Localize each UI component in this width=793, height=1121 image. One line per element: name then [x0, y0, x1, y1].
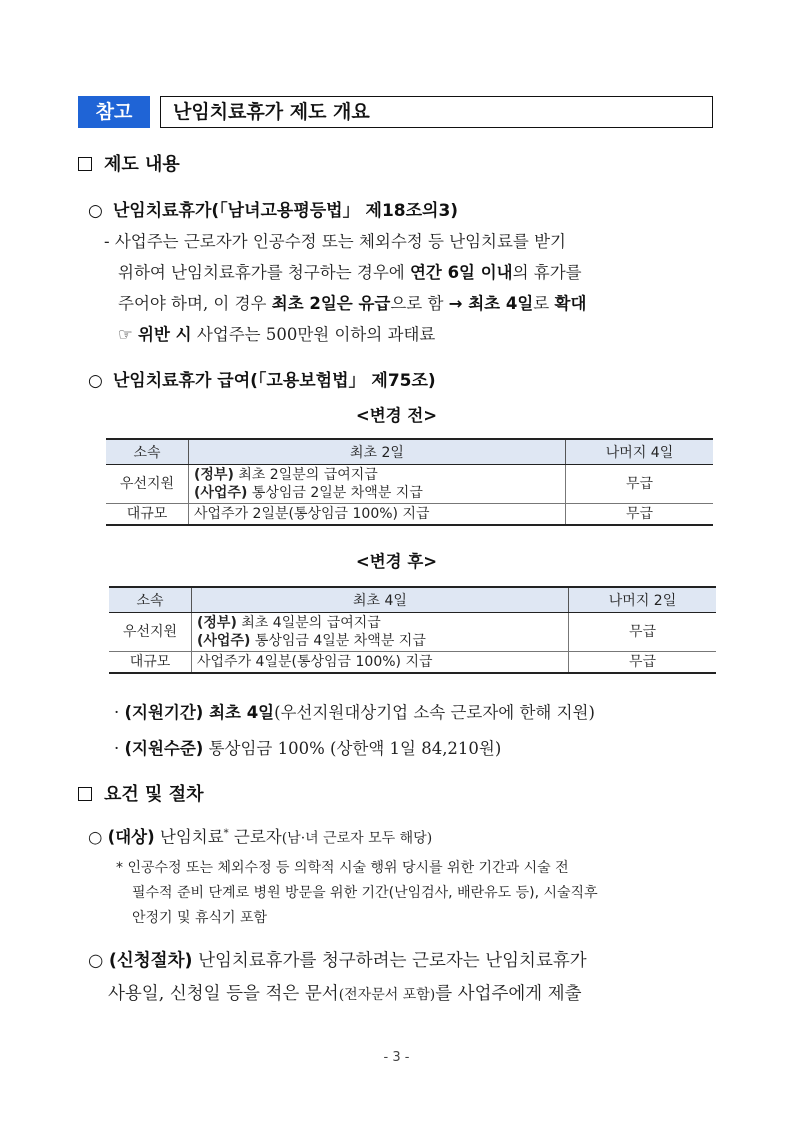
dash-marker: -: [104, 232, 110, 251]
section-heading-requirements: [78, 780, 203, 806]
table-cell: 대규모: [106, 504, 189, 526]
square-bullet-icon: [78, 787, 92, 801]
section-title: 제도 내용: [104, 154, 180, 175]
cell-text: 최초 2일분의 급여지급: [238, 467, 378, 483]
section-title: 요건 및 절차: [104, 784, 204, 805]
column-header: 소속: [109, 587, 192, 613]
cell-emphasis: (사업주): [194, 485, 248, 501]
bullet-leave-benefit: [88, 366, 436, 391]
table-cell: 사업주가 4일분(통상임금 100%) 지급: [192, 652, 569, 674]
footnote-line: 안정기 및 휴식기 포함: [132, 910, 268, 926]
table-cell: 우선지원: [106, 465, 189, 504]
desc-line: 의 휴가를: [512, 263, 582, 282]
cell-text: 최초 4일분의 급여지급: [241, 615, 381, 631]
emphasis: (지원기간) 최초 4일: [124, 703, 275, 722]
desc-line: 주어야 하며, 이 경우: [118, 294, 267, 313]
section-heading-content: [78, 150, 180, 176]
target-text: 근로자: [233, 827, 282, 847]
apply-text: 사용일, 신청일 등을 적은 문서: [108, 984, 339, 1004]
column-header: 소속: [106, 439, 189, 465]
cell-text: 통상임금 4일분 차액분 지급: [254, 633, 426, 649]
bullet-leave-law: [88, 196, 458, 221]
table-cell: 대규모: [109, 652, 192, 674]
footnote-line: * 인공수정 또는 체외수정 등 의학적 시술 행위 당시를 위한 기간과 시술 전: [116, 860, 569, 876]
circle-bullet-icon: ○: [88, 827, 103, 847]
table-header-row: [109, 587, 716, 613]
emphasis: 확대: [554, 294, 587, 313]
emphasis: 위반 시: [138, 325, 192, 344]
table-row: [106, 465, 713, 504]
footnote: [116, 856, 726, 931]
desc-line: 사업주는 500만원 이하의 과태료: [196, 325, 436, 344]
emphasis: (대상): [107, 827, 155, 847]
cell-emphasis: (사업주): [197, 633, 251, 649]
pointing-hand-icon: ☞: [118, 325, 133, 344]
column-header: 최초 2일: [189, 439, 566, 465]
emphasis: → 최초 4일: [448, 294, 534, 313]
table-cell: 무급: [569, 613, 717, 652]
benefit-table-after: [109, 586, 716, 674]
table-cell: 무급: [566, 504, 714, 526]
table-caption-after: <변경 후>: [355, 552, 438, 571]
column-header: 나머지 4일: [566, 439, 714, 465]
emphasis: 최초 2일은 유급: [271, 294, 391, 313]
page-number: - 3 -: [383, 1050, 410, 1065]
level-text: 통상임금 100% (상한액 1일 84,210원): [208, 739, 502, 758]
table-row: [109, 652, 716, 674]
table-cell: 사업주가 2일분(통상임금 100%) 지급: [189, 504, 566, 526]
column-header: 나머지 2일: [569, 587, 717, 613]
table-header-row: [106, 439, 713, 465]
table-cell: 무급: [566, 465, 714, 504]
table-row: [106, 504, 713, 526]
table-cell: [189, 465, 566, 504]
apply-text: 를 사업주에게 제출: [435, 984, 582, 1004]
column-header: 최초 4일: [192, 587, 569, 613]
apply-text: 난임치료휴가를 청구하려는 근로자는 난임치료휴가: [198, 951, 587, 971]
table-cell: [192, 613, 569, 652]
emphasis: 연간 6일 이내: [409, 263, 513, 282]
target-bullet: [88, 818, 728, 855]
emphasis: (지원수준): [124, 739, 204, 758]
benefit-table-before: [106, 438, 713, 526]
footnote-mark: *: [223, 828, 229, 839]
apply-bullet: [88, 945, 728, 1012]
period-text: (우선지원대상기업 소속 근로자에 한해 지원): [274, 703, 595, 722]
desc-line: 으로 함: [390, 294, 444, 313]
table-cell: 우선지원: [109, 613, 192, 652]
circle-bullet-icon: ○: [88, 201, 103, 221]
target-text: 난임치료: [159, 827, 224, 847]
bullet-title: 난임치료휴가 급여(「고용보험법」 제75조): [112, 371, 436, 391]
table-row: [109, 613, 716, 652]
apply-note: (전자문서 포함): [338, 987, 436, 1003]
desc-line: 위하여 난임치료휴가를 청구하는 경우에: [118, 263, 405, 282]
square-bullet-icon: [78, 157, 92, 171]
desc-line: 사업주는 근로자가 인공수정 또는 체외수정 등 난임치료를 받기: [114, 232, 566, 251]
desc-line: 로: [533, 294, 550, 313]
table-cell: 무급: [569, 652, 717, 674]
reference-badge: 참고: [78, 96, 150, 128]
emphasis: (신청절차): [108, 951, 193, 971]
footnote-line: 필수적 준비 단계로 병원 방문을 위한 기간(난임검사, 배란유도 등), 시술직후: [132, 885, 598, 901]
circle-bullet-icon: ○: [88, 371, 103, 391]
cell-emphasis: (정부): [194, 467, 234, 483]
cell-emphasis: (정부): [197, 615, 237, 631]
support-level: [114, 733, 734, 764]
bullet-title: 난임치료휴가(「남녀고용평등법」 제18조의3): [112, 201, 459, 221]
cell-text: 통상임금 2일분 차액분 지급: [251, 485, 423, 501]
circle-bullet-icon: ○: [88, 951, 104, 971]
leave-description: [104, 226, 724, 350]
support-period: [114, 697, 734, 728]
middle-dot-icon: ·: [114, 703, 120, 722]
page-title: 난임치료휴가 제도 개요: [160, 96, 713, 128]
middle-dot-icon: ·: [114, 739, 120, 758]
target-note: (남·녀 근로자 모두 해당): [281, 830, 433, 847]
table-caption-before: <변경 전>: [355, 406, 438, 425]
